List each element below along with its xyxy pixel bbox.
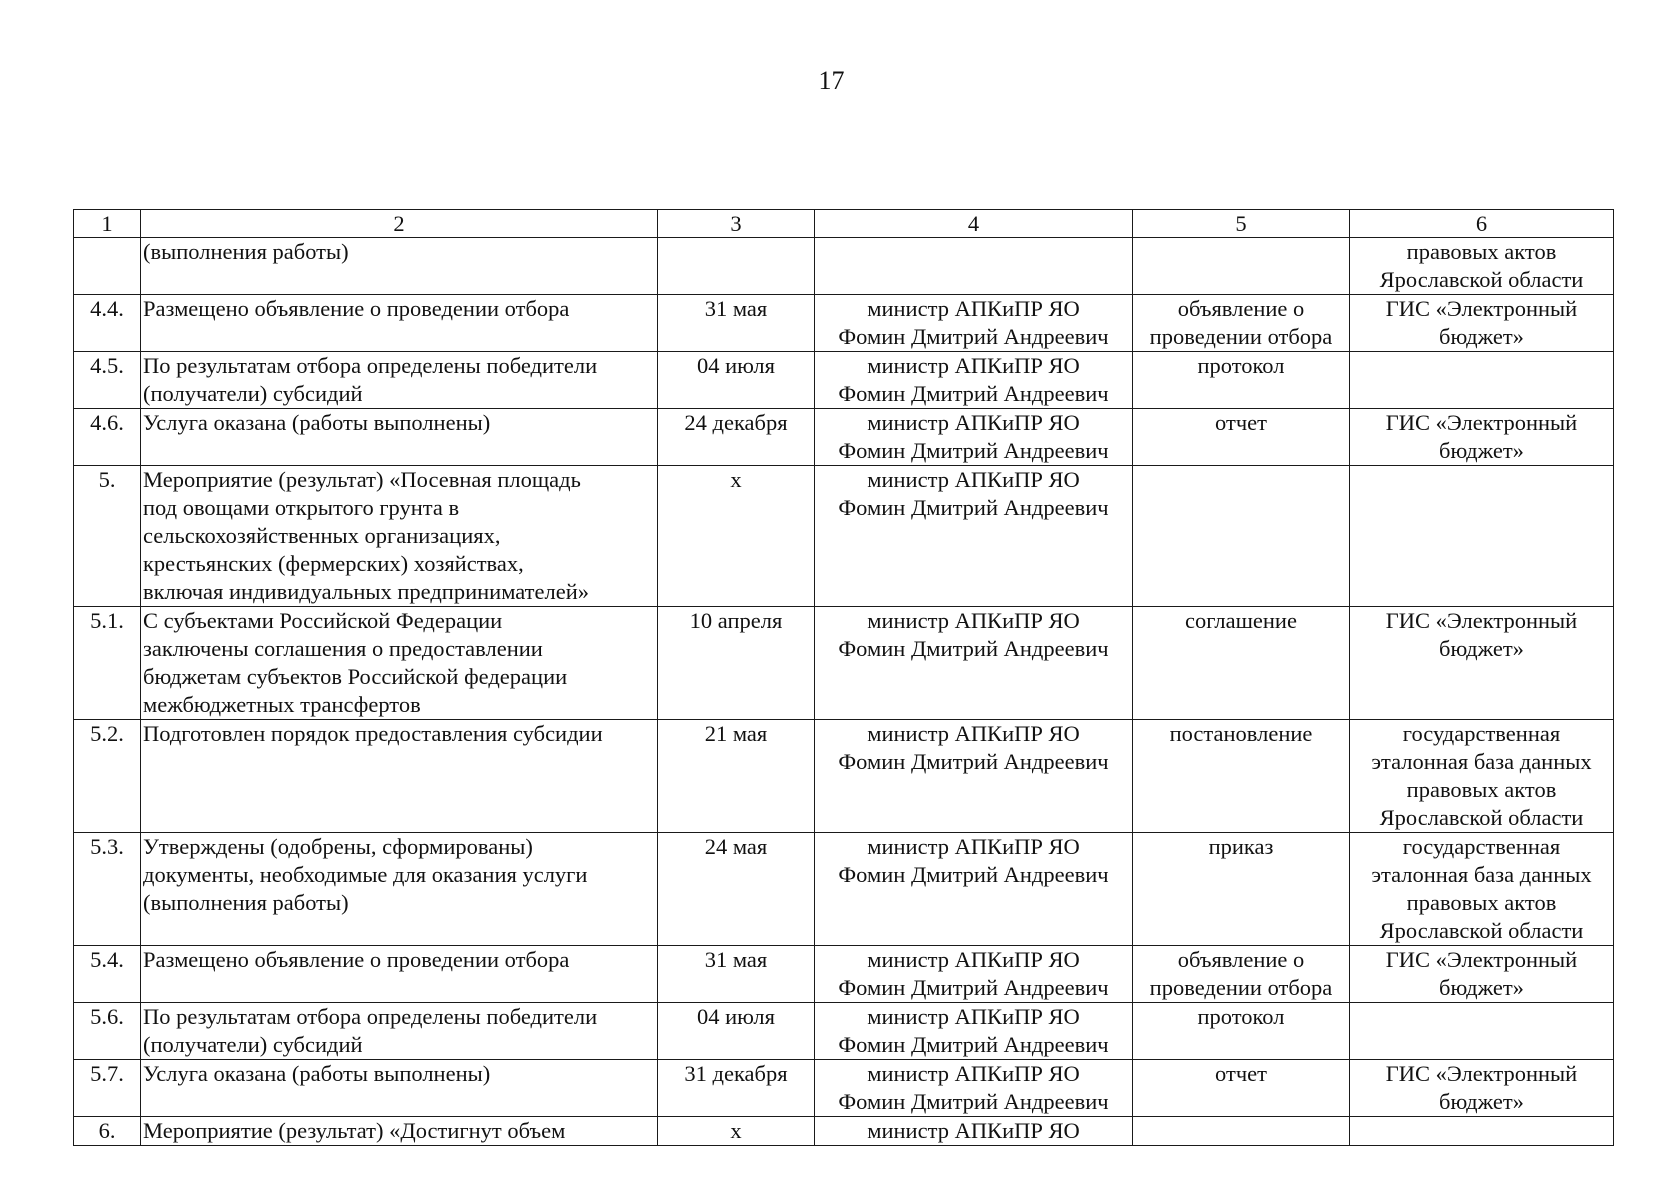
row-number-cell: 5.1. [74,607,141,720]
date-cell: х [658,466,815,607]
document-type-cell [1133,466,1350,607]
cell-line: Фомин Дмитрий Андреевич [838,862,1109,887]
row-number-cell: 5.4. [74,946,141,1003]
info-source-cell [1350,409,1614,466]
header-cell-2: 2 [141,210,658,238]
cell-line: министр АПКиПР ЯО [867,353,1080,378]
event-cell [141,295,658,352]
info-source-cell [1350,238,1614,295]
document-type-cell [1133,352,1350,409]
cell-line: правовых актов [1406,239,1557,264]
header-cell-5: 5 [1133,210,1350,238]
document-type-cell [1133,295,1350,352]
cell-line: Фомин Дмитрий Андреевич [838,324,1109,349]
info-source-cell [1350,833,1614,946]
cell-line: бюджет» [1439,438,1524,463]
cell-line: Фомин Дмитрий Андреевич [838,749,1109,774]
table-row [74,1060,1614,1117]
document-type-cell [1133,607,1350,720]
table-row [74,409,1614,466]
cell-line: сельскохозяйственных организациях, [143,523,501,548]
row-number-cell: 5. [74,466,141,607]
cell-line: министр АПКиПР ЯО [867,721,1080,746]
cell-line: государственная [1402,721,1561,746]
info-source-cell [1350,352,1614,409]
cell-line: постановление [1169,721,1313,746]
cell-line: министр АПКиПР ЯО [867,608,1080,633]
responsible-cell [815,1003,1133,1060]
cell-line: заключены соглашения о предоставлении [143,636,543,661]
cell-line: объявление о [1177,296,1305,321]
cell-line: правовых актов [1406,890,1557,915]
cell-line: министр АПКиПР ЯО [867,1118,1080,1143]
responsible-cell [815,466,1133,607]
document-type-cell [1133,409,1350,466]
date-cell [658,238,815,295]
cell-line: министр АПКиПР ЯО [867,296,1080,321]
date-cell: 31 мая [658,295,815,352]
cell-line: Фомин Дмитрий Андреевич [838,636,1109,661]
date-cell: 21 мая [658,720,815,833]
info-source-cell [1350,466,1614,607]
event-cell [141,720,658,833]
row-number-cell: 4.5. [74,352,141,409]
cell-line: Ярославской области [1379,267,1584,292]
cell-line: Размещено объявление о проведении отбора [143,947,570,972]
table-row [74,1003,1614,1060]
cell-line: (получатели) субсидий [143,381,363,406]
cell-line: бюджет» [1439,975,1524,1000]
info-source-cell [1350,720,1614,833]
event-cell [141,946,658,1003]
cell-line: Фомин Дмитрий Андреевич [838,1032,1109,1057]
cell-line: бюджет» [1439,1089,1524,1114]
cell-line: бюджет» [1439,636,1524,661]
responsible-cell [815,1060,1133,1117]
header-cell-6: 6 [1350,210,1614,238]
table-row [74,466,1614,607]
cell-line: Ярославской области [1379,918,1584,943]
cell-line: Мероприятие (результат) «Достигнут объем [143,1118,566,1143]
cell-line: ГИС «Электронный [1385,1061,1578,1086]
cell-line: С субъектами Российской Федерации [143,608,503,633]
row-number-cell: 6. [74,1117,141,1146]
page-number: 17 [818,66,845,95]
responsible-cell [815,238,1133,295]
cell-line: приказ [1208,834,1274,859]
cell-line: проведении отбора [1149,975,1333,1000]
row-number-cell: 5.6. [74,1003,141,1060]
cell-line: (получатели) субсидий [143,1032,363,1057]
responsible-cell [815,607,1133,720]
event-cell [141,466,658,607]
cell-line: Фомин Дмитрий Андреевич [838,975,1109,1000]
header-cell-3: 3 [658,210,815,238]
date-cell: 24 декабря [658,409,815,466]
cell-line: ГИС «Электронный [1385,410,1578,435]
cell-line: отчет [1215,1061,1267,1086]
document-type-cell [1133,1117,1350,1146]
cell-line: министр АПКиПР ЯО [867,947,1080,972]
cell-line: включая индивидуальных предпринимателей» [143,579,590,604]
responsible-cell [815,409,1133,466]
event-cell [141,238,658,295]
table-row [74,238,1614,295]
event-cell [141,352,658,409]
cell-line: протокол [1197,1004,1285,1029]
cell-line: Услуга оказана (работы выполнены) [143,1061,491,1086]
row-number-cell [74,238,141,295]
info-source-cell [1350,1003,1614,1060]
cell-line: министр АПКиПР ЯО [867,1061,1080,1086]
cell-line: (выполнения работы) [143,890,349,915]
event-cell [141,1060,658,1117]
cell-line: Услуга оказана (работы выполнены) [143,410,491,435]
cell-line: документы, необходимые для оказания услуги [143,862,588,887]
cell-line: эталонная база данных [1371,862,1592,887]
cell-line: Фомин Дмитрий Андреевич [838,1089,1109,1114]
cell-line: правовых актов [1406,777,1557,802]
cell-line: Мероприятие (результат) «Посевная площадь [143,467,581,492]
responsible-cell [815,720,1133,833]
table-header-row [74,210,1614,238]
cell-line: крестьянских (фермерских) хозяйствах, [143,551,524,576]
document-type-cell [1133,946,1350,1003]
date-cell: 24 мая [658,833,815,946]
cell-line: Фомин Дмитрий Андреевич [838,495,1109,520]
plan-table [73,209,1614,1146]
document-type-cell [1133,238,1350,295]
row-number-cell: 5.3. [74,833,141,946]
cell-line: министр АПКиПР ЯО [867,1004,1080,1029]
info-source-cell [1350,607,1614,720]
row-number-cell: 5.7. [74,1060,141,1117]
date-cell: 31 декабря [658,1060,815,1117]
date-cell: 04 июля [658,352,815,409]
date-cell: х [658,1117,815,1146]
table-row [74,833,1614,946]
document-type-cell [1133,720,1350,833]
event-cell [141,607,658,720]
cell-line: Размещено объявление о проведении отбора [143,296,570,321]
cell-line: бюджет» [1439,324,1524,349]
table-row [74,352,1614,409]
info-source-cell [1350,295,1614,352]
cell-line: ГИС «Электронный [1385,608,1578,633]
row-number-cell: 4.6. [74,409,141,466]
cell-line: межбюджетных трансфертов [143,692,421,717]
table-row [74,607,1614,720]
cell-line: проведении отбора [1149,324,1333,349]
event-cell [141,1003,658,1060]
cell-line: соглашение [1185,608,1297,633]
cell-line: под овощами открытого грунта в [143,495,460,520]
table-row [74,946,1614,1003]
cell-line: государственная [1402,834,1561,859]
header-cell-4: 4 [815,210,1133,238]
document-type-cell [1133,1003,1350,1060]
row-number-cell: 5.2. [74,720,141,833]
cell-line: Утверждены (одобрены, сформированы) [143,834,533,859]
cell-line: министр АПКиПР ЯО [867,467,1080,492]
header-cell-1: 1 [74,210,141,238]
document-type-cell [1133,833,1350,946]
cell-line: объявление о [1177,947,1305,972]
table-row [74,295,1614,352]
table-row [74,720,1614,833]
responsible-cell [815,833,1133,946]
row-number-cell: 4.4. [74,295,141,352]
cell-line: протокол [1197,353,1285,378]
cell-line: (выполнения работы) [143,239,349,264]
info-source-cell [1350,1060,1614,1117]
cell-line: Фомин Дмитрий Андреевич [838,438,1109,463]
document-type-cell [1133,1060,1350,1117]
responsible-cell [815,352,1133,409]
cell-line: ГИС «Электронный [1385,947,1578,972]
cell-line: эталонная база данных [1371,749,1592,774]
responsible-cell [815,295,1133,352]
info-source-cell [1350,1117,1614,1146]
date-cell: 31 мая [658,946,815,1003]
cell-line: Фомин Дмитрий Андреевич [838,381,1109,406]
responsible-cell [815,1117,1133,1146]
event-cell [141,1117,658,1146]
date-cell: 10 апреля [658,607,815,720]
cell-line: Ярославской области [1379,805,1584,830]
event-cell [141,833,658,946]
event-cell [141,409,658,466]
cell-line: министр АПКиПР ЯО [867,410,1080,435]
cell-line: По результатам отбора определены победители [143,353,598,378]
cell-line: ГИС «Электронный [1385,296,1578,321]
cell-line: По результатам отбора определены победители [143,1004,598,1029]
info-source-cell [1350,946,1614,1003]
cell-line: Подготовлен порядок предоставления субсидии [143,721,603,746]
cell-line: министр АПКиПР ЯО [867,834,1080,859]
responsible-cell [815,946,1133,1003]
cell-line: отчет [1215,410,1267,435]
date-cell: 04 июля [658,1003,815,1060]
table-row [74,1117,1614,1146]
cell-line: бюджетам субъектов Российской федерации [143,664,568,689]
